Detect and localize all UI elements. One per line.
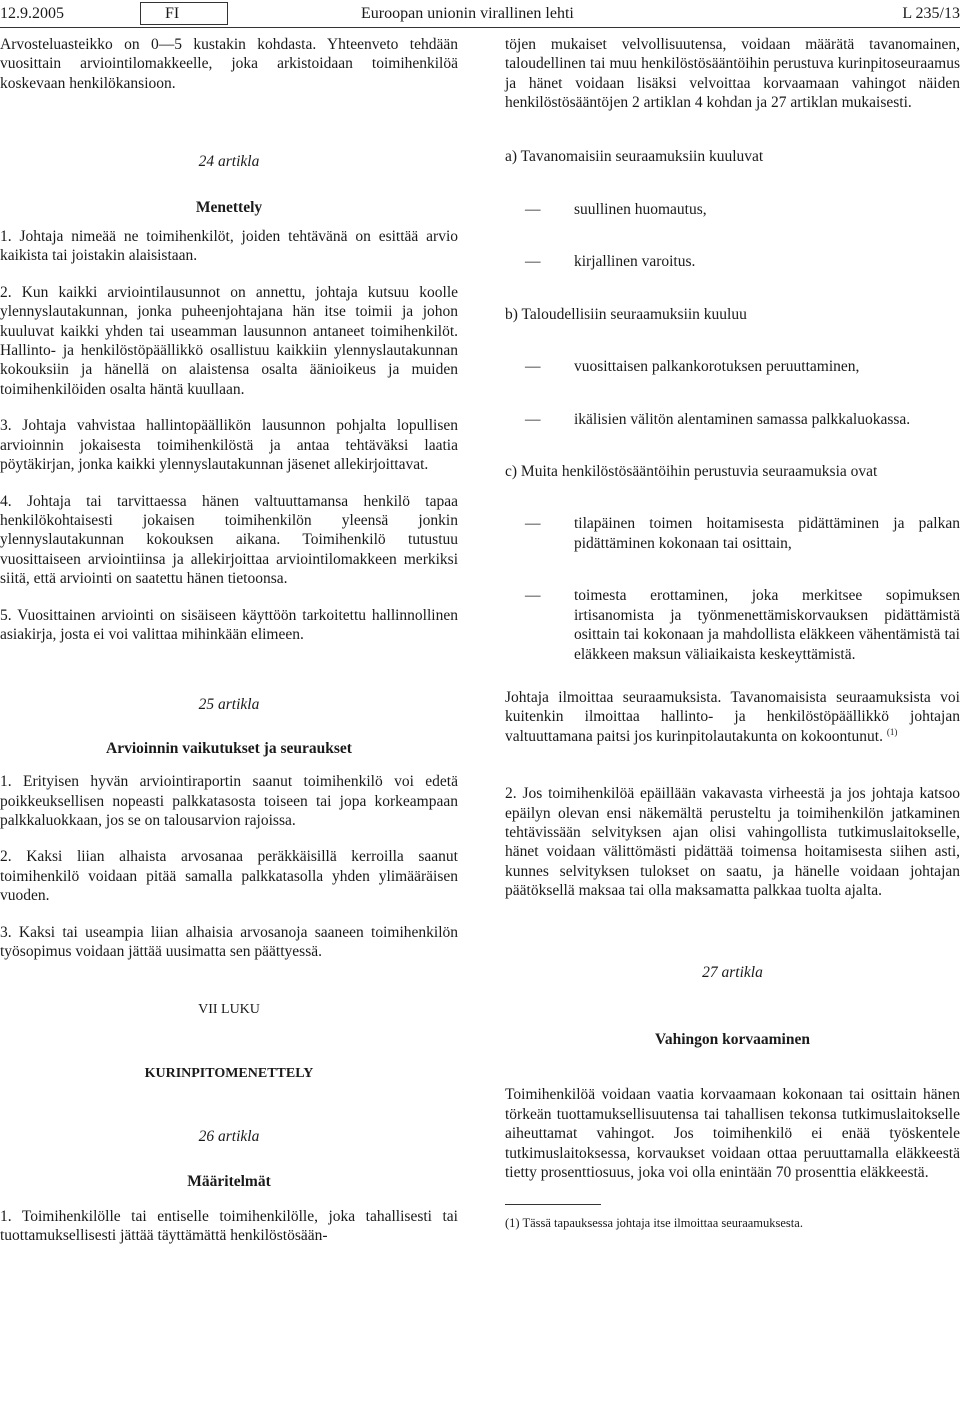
list-c-item-2: — toimesta erottaminen, joka merkitsee sopimuksen irtisanomista ja työnmenettämiskorvauksen pidättämistä osittain tai kokonaan ja mahdollista eläkkeen vähentämistä tai eläkkeen maksun väliaikaista keskeyttämistä. <box>525 586 960 664</box>
left-column <box>0 35 458 1246</box>
article-26-title: Määritelmät <box>187 1172 271 1190</box>
article-25-number: 25 artikla <box>198 696 260 714</box>
article-27-title: Vahingon korvaaminen <box>655 1030 810 1048</box>
article-24-para-5: 5. Vuosittainen arviointi on sisäiseen käyttöön tarkoitettu hallinnollinen asiakirja, josta ei voi valittaa mihinkään elimeen. <box>0 606 458 643</box>
article-26-para-1: 1. Toimihenkilölle tai entiselle toimihenkilölle, joka tahallisesti tai tuottamuksellisesti jättää täyttämättä henkilöstösään- <box>0 1208 458 1245</box>
page-header <box>0 0 960 28</box>
continued-paragraph: töjen mukaiset velvollisuutensa, voidaan määrätä tavanomainen, taloudellinen tai muu henkilöstösääntöihin perustuva kurinpitoseuraamus ja hänet voidaan lisäksi velvoittaa korvaamaan vahingot näiden henkilöstösääntöjen 2 artiklan 4 kohdan ja 27 artiklan mukaisesti. <box>505 36 960 112</box>
article-25-para-1: 1. Erityisen hyvän arviointiraportin saanut toimihenkilö voi edetä poikkeuksellisen nopeasti palkkatasosta toiseen tai jopa korkeampaan palkkaluokkaan, jos se on talousarvion rajoissa. <box>0 773 458 829</box>
article-25-para-2: 2. Kaksi liian alhaista arvosanaa peräkkäisillä kerroilla saanut toimihenkilö voidaan pitää samalla palkkatasolla yhden ylimääräisen vuoden. <box>0 848 458 905</box>
article-24-para-4: 4. Johtaja tai tarvittaessa hänen valtuuttamansa henkilö tapaa henkilökohtaisesti jokaisen toimihenkilön yleensä jonkin ylennyslautakunnan kokouksen aikana. Toimihenkilö tutustuu vuosittaiseen arviointiinsa ja allekirjoittaa arviointilomakkeen merkiksi siitä, että arviointi on saatettu hänen tietoonsa. <box>0 492 458 588</box>
right-column <box>505 35 960 1231</box>
list-b-item-1: — vuosittaisen palkankorotuksen peruuttaminen, <box>525 357 960 376</box>
notification-text: Johtaja ilmoittaa seuraamuksista. Tavanomaisista seuraamuksista voi kuitenkin ilmoittaa hallinto- ja henkilöstöpäällikkö johtajan valtuuttamana paitsi jos kurinpitolautakunta on kokoontunut. <box>505 688 960 745</box>
list-b-heading: b) Taloudellisiin seuraamuksiin kuuluu <box>505 305 747 323</box>
header-rule <box>0 27 960 28</box>
footnote-reference[interactable]: (1) <box>886 726 898 737</box>
page-reference: L 235/13 <box>902 5 960 22</box>
list-a-item-2: — kirjallinen varoitus. <box>525 252 960 271</box>
list-a-item-1: — suullinen huomautus, <box>525 200 960 219</box>
article-24-number: 24 artikla <box>198 153 260 171</box>
suspension-paragraph: 2. Jos toimihenkilöä epäillään vakavasta virheestä ja jos johtaja katsoo epäilyn olevan ensi näkemältä perusteltu ja toimihenkilön jatkaminen tehtävissään selvityksen ajan olisi vahingollista tutkimuslaitokselle, hänet voidaan välittömästi pidättää toimensa hoitamisesta siihen asti, kunnes selvityksen tulokset on saatu, ja hänelle voidaan johtajan päätöksellä maksaa tai olla maksamatta palkkaa tuolta ajalta. <box>505 785 960 900</box>
article-25-title: Arvioinnin vaikutukset ja seuraukset <box>106 739 352 757</box>
article-25-para-3: 3. Kaksi tai useampia liian alhaisia arvosanoja saaneen toimihenkilön työsopimus voidaan jättää uusimatta sen päättyessä. <box>0 923 458 960</box>
article-27-paragraph: Toimihenkilöä voidaan vaatia korvaamaan kokonaan tai osittain hänen törkeän tuottamuksellisuutensa tai tahallisen tekonsa tutkimuslaitokselle aiheuttamat vahingot. Jos toimihenkilö ei enää työskentele tutkimuslaitoksessa, korvaukset voidaan ottaa peruuttamalla eläkkeestä tietty prosenttiosuus, joka voi olla enintään 70 prosenttia eläkkeestä. <box>505 1086 960 1181</box>
article-24-para-1: 1. Johtaja nimeää ne toimihenkilöt, joiden tehtävänä on esittää arvio kaikista tai joistakin alaisistaan. <box>0 228 458 265</box>
intro-paragraph: Arvosteluasteikko on 0—5 kustakin kohdasta. Yhteenveto tehdään vuosittain arviointilomakkeelle, joka arkistoidaan toimihenkilöä koskevaan henkilökansioon. <box>0 36 458 92</box>
chapter-title: KURINPITOMENETTELY <box>144 1065 314 1081</box>
article-27-number: 27 artikla <box>702 963 763 981</box>
article-24-para-3: 3. Johtaja vahvistaa hallintopäällikön lausunnon pohjalta lopullisen arvioinnin jokaisesta toimihenkilöstä ja antaa tehtäväksi laatia pöytäkirjan, jonka kaikki ylennyslautakunnan jäsenet allekirjoittavat. <box>0 417 458 474</box>
list-a-heading: a) Tavanomaisiin seuraamuksiin kuuluvat <box>505 147 764 165</box>
language-code: FI <box>140 2 228 25</box>
notification-paragraph <box>505 688 960 746</box>
article-24-para-2: 2. Kun kaikki arviointilausunnot on annettu, johtaja kutsuu koolle ylennyslautakunnan, jonka puheenjohtajana hän itse toimii ja johon kuuluvat kaikki yhden tai useamman lausunnon antaneet toimihenkilöt. Hallinto- ja henkilöstöpäällikkö osallistuu kaikkiin ylennyslautakunnan kokouksiin ja hänellä on alaistensa osalta äänioikeus ja muiden toimihenkilöiden osalta häntä kuullaan. <box>0 283 458 398</box>
list-c-heading: c) Muita henkilöstösääntöihin perustuvia seuraamuksia ovat <box>505 463 878 481</box>
issue-date: 12.9.2005 <box>0 5 64 22</box>
list-b-item-2: — ikälisien välitön alentaminen samassa palkkaluokassa. <box>525 410 960 429</box>
article-24-title: Menettely <box>195 198 263 216</box>
chapter-number: VII LUKU <box>198 1002 260 1018</box>
list-c-item-1: — tilapäinen toimen hoitamisesta pidättäminen ja palkan pidättäminen kokonaan tai osittain, <box>525 514 960 553</box>
journal-title: Euroopan unionin virallinen lehti <box>361 5 574 22</box>
footnote-text: (1) Tässä tapauksessa johtaja itse ilmoittaa seuraamuksesta. <box>505 1216 803 1231</box>
article-26-number: 26 artikla <box>198 1128 260 1146</box>
